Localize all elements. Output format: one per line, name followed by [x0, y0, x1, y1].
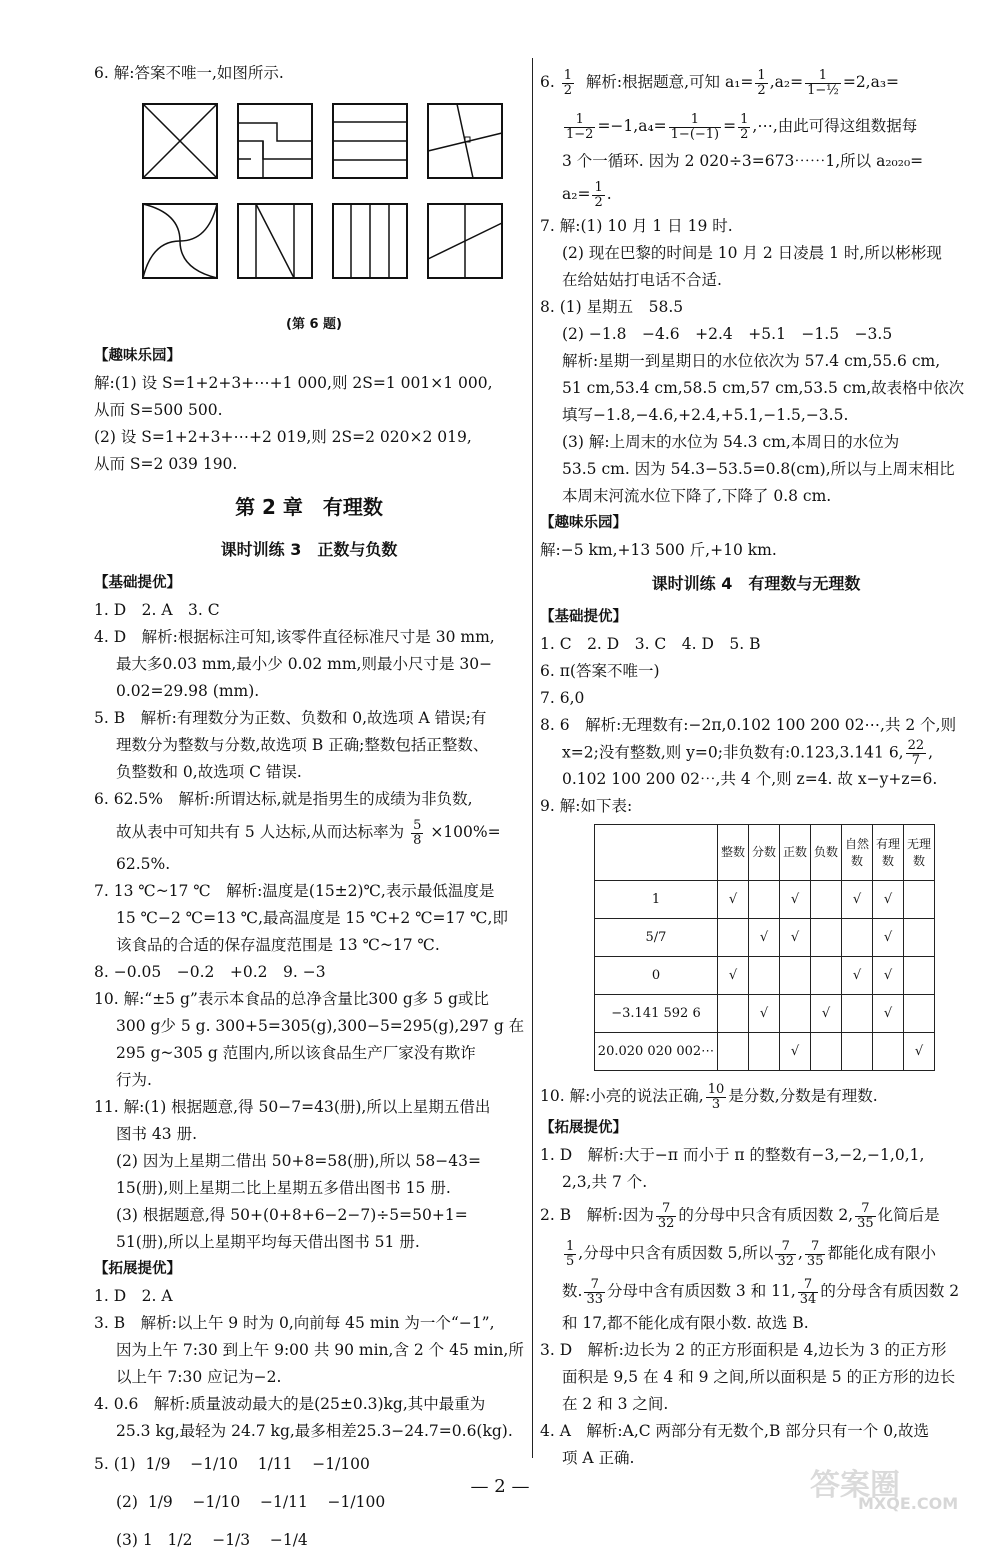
- figure-square-pinwheel: [142, 203, 218, 279]
- answer-line: 理数分为整数与分数,故选项 B 正确;整数包括正整数、: [116, 736, 489, 754]
- fraction: $\frac{1}{2}$: [594, 179, 603, 210]
- answer-line: (2) −1.8 −4.6 +2.4 +5.1 −1.5 −3.5: [562, 325, 893, 343]
- answer-line: 15 ℃−2 ℃=13 ℃,最高温度是 15 ℃+2 ℃=17 ℃,即: [116, 909, 508, 927]
- answer-line: 4. D 解析:根据标注可知,该零件直径标准尺寸是 30 mm,: [94, 628, 495, 646]
- q5-value: −1/3: [212, 1531, 251, 1549]
- q5-value: −1/11: [260, 1493, 308, 1511]
- table-cell: [904, 995, 935, 1033]
- table-cell: √: [904, 1033, 935, 1071]
- answer-line: 和 17,都不能化成有限小数. 故选 B.: [562, 1314, 809, 1332]
- answer-line: 62.5%.: [116, 855, 171, 873]
- answer-line: [540, 1272, 972, 1310]
- table-cell: √: [780, 1033, 811, 1071]
- answer-line: 解析:星期一到星期日的水位依次为 57.4 cm,55.6 cm,: [562, 352, 941, 370]
- table-cell: [842, 1033, 873, 1071]
- figure-caption: (第 6 题): [286, 317, 342, 332]
- page-number: — 2 —: [470, 1476, 530, 1497]
- table-header: 分数: [749, 825, 780, 881]
- answer-line: 3. D 解析:边长为 2 的正方形面积是 4,边长为 3 的正方形: [540, 1341, 947, 1359]
- table-cell: √: [780, 881, 811, 919]
- fraction: $\frac{1}{2}$: [740, 111, 749, 142]
- extension-header: 【拓展提优】: [94, 1261, 181, 1277]
- fun-line: 从而 S=2 039 190.: [94, 455, 238, 473]
- table-cell: [904, 919, 935, 957]
- fraction: $\frac{7}{35}$: [857, 1200, 874, 1231]
- figure-square-cross-slant: [427, 203, 503, 279]
- q5-value: −1/10: [190, 1455, 238, 1473]
- answer-line: 6. π(答案不唯一): [540, 662, 660, 680]
- table-cell: [873, 1033, 904, 1071]
- answer-line-fraction: [94, 813, 524, 851]
- table-row-label: 1: [595, 881, 718, 919]
- table-header: 负数: [811, 825, 842, 881]
- figure-square-step: [237, 103, 313, 179]
- answer-line: x=2;没有整数,则 y=0;非负数有:0.123,3.141 6, $\frac{22}{7}$ ,: [562, 738, 934, 768]
- fraction: $\frac{1}{2}$: [757, 67, 766, 98]
- q6-text: =2,a₃=: [842, 73, 900, 91]
- table-cell: [780, 957, 811, 995]
- table-row-label: 0: [595, 957, 718, 995]
- answer-line: 负整数和 0,故选项 C 错误.: [116, 763, 302, 781]
- lesson-title: 课时训练 3 正数与负数: [220, 540, 398, 559]
- answer-line: 因为上午 7:30 到上午 9:00 共 90 min,含 2 个 45 min,所: [116, 1341, 524, 1359]
- answer-line: 行为.: [116, 1071, 152, 1089]
- answer-line: 1. C 2. D 3. C 4. D 5. B: [540, 635, 761, 653]
- table-row: [595, 957, 935, 995]
- answer-text: 是分数,分数是有理数.: [728, 1087, 878, 1105]
- table-cell: √: [873, 995, 904, 1033]
- q5-value: 1/2: [167, 1531, 193, 1549]
- table-row-label: 20.020 020 002⋯: [595, 1033, 718, 1071]
- q6-right-line3: 3 个一循环. 因为 2 020÷3=673⋯⋯1,所以 a₂₀₂₀=: [562, 152, 924, 170]
- table-cell: [780, 995, 811, 1033]
- q5-value: −1/4: [269, 1531, 308, 1549]
- table-cell: √: [842, 881, 873, 919]
- table-row-label: −3.141 592 6: [595, 995, 718, 1033]
- answer-line: 最大多0.03 mm,最小少 0.02 mm,则最小尺寸是 30−: [116, 655, 493, 673]
- q6-right: [540, 60, 972, 104]
- answer-line: (2) 因为上星期二借出 50+8=58(册),所以 58−43=: [116, 1152, 481, 1170]
- answer-text: 的分母含有质因数 2: [820, 1282, 960, 1300]
- answer-text: 数.: [562, 1282, 583, 1300]
- q6-text: ,由此可得这组数据每: [772, 117, 918, 135]
- fun-line: 解:(1) 设 S=1+2+3+⋯+1 000,则 2S=1 001×1 000,: [94, 374, 493, 392]
- table-header: 无理数: [904, 825, 935, 881]
- answer-line: 8. 6 解析:无理数有:−2π,0.102 100 200 02⋯,共 2 个,则: [540, 716, 957, 734]
- table-cell: [718, 995, 749, 1033]
- numerator: 5: [413, 817, 422, 833]
- answer-line: (3) 根据题意,得 50+(0+8+6−2−7)÷5=50+1=: [116, 1206, 468, 1224]
- answer-line: 0.02=29.98 (mm).: [116, 682, 260, 700]
- table-row-label: 5/7: [595, 919, 718, 957]
- table-cell: [749, 1033, 780, 1071]
- answer-line: 51(册),所以上星期平均每天借出图书 51 册.: [116, 1233, 420, 1251]
- q6-text: 解析:根据题意,可知 a₁=: [585, 73, 754, 91]
- answer-line: 以上午 7:30 应记为−2.: [116, 1368, 282, 1386]
- answer-text: 10. 解:小亮的说法正确,: [540, 1087, 704, 1105]
- rate-text: 故从表中可知共有 5 人达标,从而达标率为: [116, 823, 405, 841]
- q5-value: −1/10: [192, 1493, 241, 1511]
- answer-line: 图书 43 册.: [116, 1125, 198, 1143]
- answer-line: 8. −0.05 −0.2 +0.2 9. −3: [94, 963, 326, 981]
- answer-text: 的分母中只含有质因数 2,: [678, 1206, 854, 1224]
- table-cell: √: [842, 957, 873, 995]
- answer-line: 11. 解:(1) 根据题意,得 50−7=43(册),所以上星期五借出: [94, 1098, 491, 1116]
- figure-square-x: [142, 103, 218, 179]
- answer-line: 300 g少 5 g. 300+5=305(g),300−5=295(g),297 g 在: [116, 1017, 525, 1035]
- answer-line: 7. 解:(1) 10 月 1 日 19 时.: [540, 217, 733, 235]
- table-cell: √: [873, 957, 904, 995]
- fun-line: 解:−5 km,+13 500 斤,+10 km.: [540, 541, 777, 559]
- q6-figures: [94, 93, 524, 403]
- answer-line: 8. (1) 星期五 58.5: [540, 298, 684, 316]
- table-cell: √: [749, 995, 780, 1033]
- answer-line: [540, 1077, 972, 1115]
- answer-line: $\frac{1}{5}$ ,分母中只含有质因数 5,所以 $\frac{7}{32}$ , $\frac{7}{35}$ 都能化成有限小: [566, 1238, 936, 1269]
- fraction: $\frac{7}{34}$: [799, 1276, 817, 1307]
- answer-line: 在给姑姑打电话不合适.: [562, 271, 722, 289]
- answer-text: ,分母中只含有质因数 5,所以: [578, 1244, 774, 1262]
- q5-value: −1/100: [312, 1455, 370, 1473]
- table-cell: √: [749, 919, 780, 957]
- table-cell: √: [873, 881, 904, 919]
- answer-line: 25.3 kg,最轻为 24.7 kg,最多相差25.3−24.7=0.6(kg).: [116, 1422, 513, 1440]
- basic-header: 【基础提优】: [540, 609, 627, 625]
- answer-line: 6. 62.5% 解析:所谓达标,就是指男生的成绩为非负数,: [94, 790, 473, 808]
- table-header: 自然数: [842, 825, 873, 881]
- lesson-title: 课时训练 4 有理数与无理数: [651, 574, 861, 593]
- q5-value: −1/100: [327, 1493, 386, 1511]
- answer-line: 面积是 9,5 在 4 和 9 之间,所以面积是 5 的正方形的边长: [562, 1368, 956, 1386]
- answer-line: 0.102 100 200 02⋯,共 4 个,则 z=4. 故 x−y+z=6.: [562, 770, 938, 788]
- answer-line: 2,3,共 7 个.: [562, 1173, 648, 1191]
- figure-square-perpendicular: [427, 103, 503, 179]
- answer-line: 15(册),则上星期二比上星期五多借出图书 15 册.: [116, 1179, 451, 1197]
- table-cell: [718, 919, 749, 957]
- answer-line: 1. D 2. A: [94, 1287, 173, 1305]
- fraction-10-3: $\frac{10}{3}$: [707, 1081, 725, 1112]
- answer-text: x=2;没有整数,则 y=0;非负数有:0.123,3.141 6,: [562, 743, 904, 762]
- q6-text: a₂=: [562, 185, 591, 203]
- answer-line: 4. 0.6 解析:质量波动最大的是(25±0.3)kg,其中最重为: [94, 1395, 486, 1413]
- table-row: [595, 1033, 935, 1071]
- figure-square-vertical: [332, 203, 408, 279]
- table-cell: [811, 957, 842, 995]
- column-divider: [532, 58, 533, 1458]
- left-column: [94, 60, 524, 1559]
- answer-line: 该食品的合适的保存温度范围是 13 ℃~17 ℃.: [116, 936, 440, 954]
- table-header-row: [595, 825, 935, 881]
- fraction-5-8: [411, 819, 423, 848]
- q6-right-line4: a₂= $\frac{1}{2}$ .: [562, 179, 612, 210]
- fun-header: 【趣味乐园】: [94, 348, 181, 364]
- chapter-title: 第 2 章 有理数: [235, 495, 383, 519]
- table-cell: [749, 881, 780, 919]
- fraction: $\frac{7}{35}$: [806, 1238, 824, 1269]
- q5-value: 1/9: [147, 1493, 173, 1511]
- denominator: 8: [413, 832, 422, 848]
- answer-line: 51 cm,53.4 cm,58.5 cm,57 cm,53.5 cm,故表格中依次: [562, 379, 965, 397]
- q6-text: ,a₂=: [769, 73, 804, 91]
- table-cell: √: [718, 881, 749, 919]
- table-cell: [718, 1033, 749, 1071]
- table-cell: [811, 881, 842, 919]
- table-header: [595, 825, 718, 881]
- table-cell: √: [718, 957, 749, 995]
- table-cell: [904, 957, 935, 995]
- table-cell: √: [873, 919, 904, 957]
- fraction: $\frac{7}{33}$: [586, 1276, 603, 1307]
- answer-line: 10. 解:“±5 g”表示本食品的总净含量比300 g多 5 g或比: [94, 990, 489, 1008]
- fraction-22-7: $\frac{22}{7}$: [907, 738, 925, 768]
- table-cell: √: [811, 995, 842, 1033]
- table-cell: [749, 957, 780, 995]
- fun-line: 从而 S=500 500.: [94, 401, 223, 419]
- watermark-url: MXQE.COM: [858, 1494, 959, 1513]
- q5-label: (2): [116, 1493, 138, 1511]
- fraction: $\frac{1}{1-(-1)}$: [670, 111, 720, 142]
- q5-label: 5. (1): [94, 1455, 136, 1473]
- answer-line: 7. 6,0: [540, 689, 585, 707]
- rate-text-tail: ×100%=: [430, 823, 501, 841]
- fun-line: (2) 设 S=1+2+3+⋯+2 019,则 2S=2 020×2 019,: [94, 428, 472, 446]
- watermark-logo: 答案圈: [810, 1468, 900, 1503]
- figure-square-diagonals: [237, 203, 313, 279]
- q6-heading: 6. 解:答案不唯一,如图所示.: [94, 64, 284, 82]
- fraction: $\frac{1}{2}$: [563, 67, 573, 98]
- extension-header: 【拓展提优】: [540, 1120, 627, 1136]
- answer-text: 都能化成有限小: [827, 1244, 936, 1262]
- q5-value: 1/11: [257, 1455, 293, 1473]
- table-cell: [904, 881, 935, 919]
- basic-header: 【基础提优】: [94, 575, 181, 591]
- q-number: 6.: [540, 73, 555, 91]
- fraction: $\frac{7}{32}$: [657, 1200, 675, 1231]
- answer-line: 295 g~305 g 范围内,所以该食品生产厂家没有欺诈: [116, 1044, 476, 1062]
- table-row: [595, 919, 935, 957]
- q5-value: 1/9: [145, 1455, 171, 1473]
- answer-text: 2. B 解析:因为: [540, 1206, 654, 1224]
- figure-square-horizontal: [332, 103, 408, 179]
- table-row: [595, 881, 935, 919]
- fun-header: 【趣味乐园】: [540, 515, 627, 531]
- q5-label: (3) 1: [116, 1531, 153, 1549]
- answer-line: 9. 解:如下表:: [540, 797, 633, 815]
- classification-table: [594, 824, 935, 1071]
- answer-line: (3) 解:上周末的水位为 54.3 cm,本周日的水位为: [562, 433, 900, 451]
- table-cell: [811, 1033, 842, 1071]
- table-cell: [842, 919, 873, 957]
- table-cell: [811, 919, 842, 957]
- q6-right-line2: $\frac{1}{1-2}$ =−1,a₄= $\frac{1}{1-(-1)}$ = $\frac{1}{2}$ ,⋯,由此可得这组数据每: [566, 111, 918, 142]
- table-header: 整数: [718, 825, 749, 881]
- table-cell: √: [780, 919, 811, 957]
- answer-line: 1. D 解析:大于−π 而小于 π 的整数有−3,−2,−1,0,1,: [540, 1146, 925, 1164]
- fraction: $\frac{1}{\text{1−½}}$: [807, 67, 839, 98]
- answer-text: 化简后是: [877, 1206, 940, 1224]
- fraction: $\frac{1}{5}$: [566, 1238, 575, 1269]
- right-column: [540, 60, 972, 1472]
- answer-line: 4. A 解析:A,C 两部分有无数个,B 部分只有一个 0,故选: [540, 1422, 929, 1440]
- fraction: $\frac{7}{32}$: [777, 1238, 794, 1269]
- fraction: $\frac{1}{1-2}$: [566, 111, 594, 142]
- table-row: [595, 995, 935, 1033]
- answer-line: 填写−1.8,−4.6,+2.4,+5.1,−1.5,−3.5.: [562, 406, 849, 424]
- answer-line: 7. 13 ℃~17 ℃ 解析:温度是(15±2)℃,表示最低温度是: [94, 882, 495, 900]
- q5-part3: [94, 1521, 524, 1559]
- answer-line: 5. B 解析:有理数分为正数、负数和 0,故选项 A 错误;有: [94, 709, 487, 727]
- answer-line: (2) 现在巴黎的时间是 10 月 2 日凌晨 1 时,所以彬彬现: [562, 244, 942, 262]
- table-header: 正数: [780, 825, 811, 881]
- answer-text: 分母中含有质因数 3 和 11,: [606, 1282, 796, 1300]
- table-header: 有理数: [873, 825, 904, 881]
- answer-line: 在 2 和 3 之间.: [562, 1395, 669, 1413]
- answer-line: 本周末河流水位下降了,下降了 0.8 cm.: [562, 487, 832, 505]
- answer-line: 3. B 解析:以上午 9 时为 0,向前每 45 min 为一个“−1”,: [94, 1314, 495, 1332]
- answer-line: 1. D 2. A 3. C: [94, 601, 220, 619]
- answer-line: 项 A 正确.: [562, 1449, 635, 1467]
- table-cell: [842, 995, 873, 1033]
- answer-line: [540, 1196, 972, 1234]
- answer-line: 53.5 cm. 因为 54.3−53.5=0.8(cm),所以与上周末相比: [562, 460, 955, 478]
